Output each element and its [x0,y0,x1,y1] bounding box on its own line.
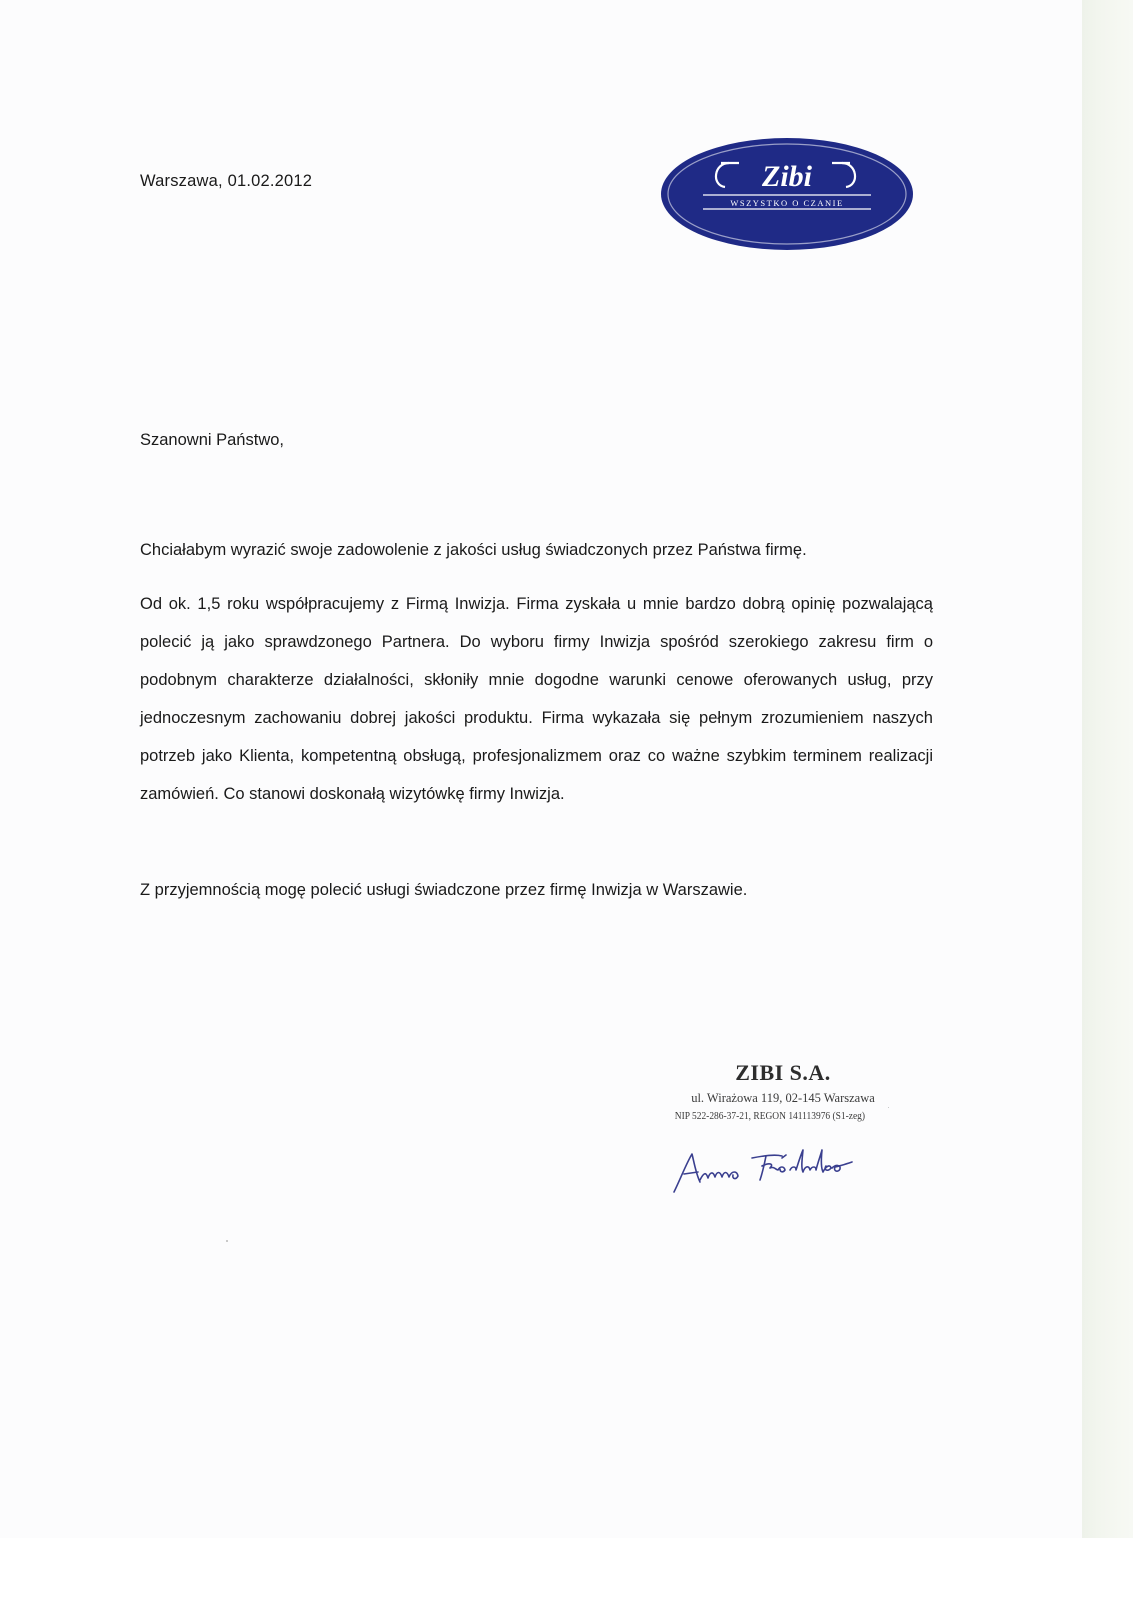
logo-brand: Zibi [762,160,812,193]
handwritten-signature [670,1140,900,1200]
letter-intro: Chciałabym wyrazić swoje zadowolenie z jakości usług świadczonych przez Państwa firmę. [140,541,807,559]
stamp-ids: NIP 522-286-37-21, REGON 141113976 (S1-zeg) [674,1111,866,1122]
scan-edge-shadow [1082,0,1133,1538]
letter-date: Warszawa, 01.02.2012 [140,172,313,190]
zibi-logo [659,136,915,252]
letter-body: Od ok. 1,5 roku współpracujemy z Firmą Inwizja. Firma zyskała u mnie bardzo dobrą opinię pozwalającą polecić ją jako sprawdzonego Partnera. Do wyboru firmy Inwizja spośród szerokiego zakresu firm o podobnym charakterze działalności, skłoniły mnie dogodne warunki cenowe oferowanych usług, przy jednoczesnym zachowaniu dobrej jakości produktu. Firma wykazała się pełnym zrozumieniem naszych potrzeb jako Klienta, kompetentną obsługą, profesjonalizmem oraz co ważne szybkim terminem realizacji zamówień. Co stanowi doskonałą wizytówkę firmy Inwizja. [140,595,933,803]
scan-bottom-margin [0,1538,1133,1600]
logo-tagline: WSZYSTKO O CZANIE [730,198,844,208]
scan-speck [226,1240,228,1242]
stamp-company-name: ZIBI S.A. [735,1060,831,1085]
stamp-address: ul. Wirażowa 119, 02-145 Warszawa [691,1091,875,1105]
letter-closing: Z przyjemnością mogę polecić usługi świadczone przez firmę Inwizja w Warszawie. [140,881,748,899]
letter-greeting: Szanowni Państwo, [140,431,284,449]
scan-speck [888,1107,889,1108]
